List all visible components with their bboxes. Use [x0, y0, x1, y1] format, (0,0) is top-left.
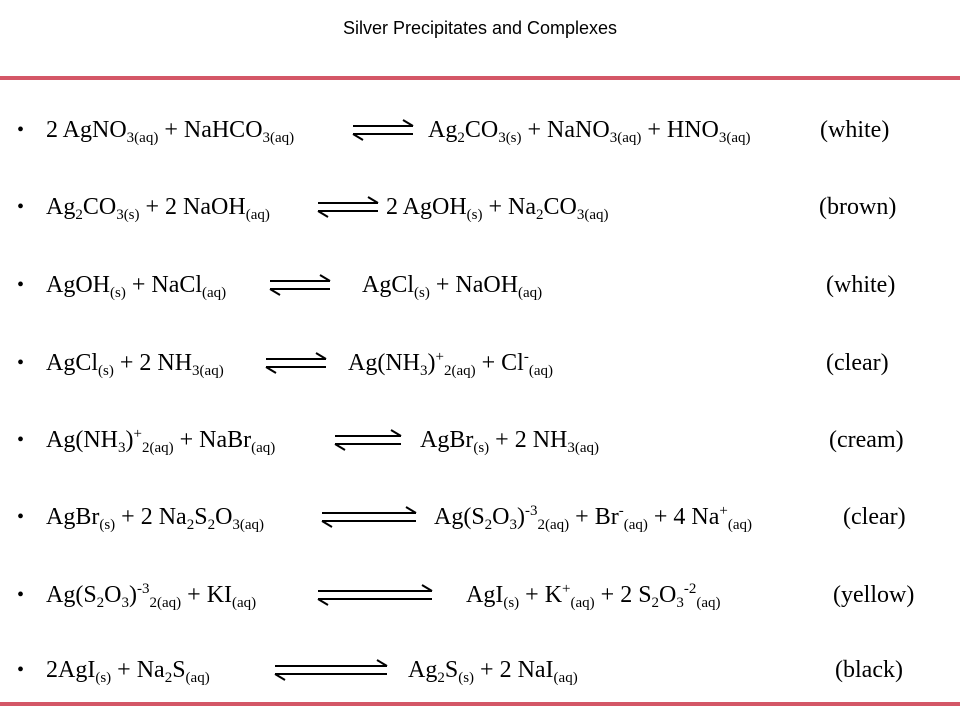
precipitate-color: (yellow)	[833, 582, 915, 608]
formula-text: + NaBr	[173, 427, 252, 453]
subscript: 3	[676, 595, 684, 611]
subscript: 2	[96, 595, 105, 611]
bullet: •	[17, 274, 25, 296]
products	[348, 343, 553, 383]
reaction-row	[0, 110, 960, 150]
subscript: (aq)	[696, 595, 721, 611]
products	[466, 575, 721, 615]
subscript: 2	[484, 517, 493, 533]
formula-text: + 2 NH	[113, 350, 193, 376]
subscript: (s)	[110, 285, 126, 301]
subscript: 2	[536, 207, 544, 223]
reactants	[46, 265, 226, 305]
formula-text: Ag(NH	[46, 427, 118, 453]
formula-text: )	[125, 427, 134, 453]
subscript: 3	[420, 363, 428, 379]
subscript: 3	[509, 517, 518, 533]
subscript: (aq)	[727, 517, 753, 533]
formula-text: AgOH	[46, 272, 110, 298]
subscript: 2	[75, 207, 83, 223]
formula-text: AgI	[466, 582, 504, 608]
formula-text: + KI	[181, 582, 233, 608]
formula-text: CO	[464, 117, 499, 143]
subscript: (s)	[466, 207, 483, 223]
formula-text: + 2 NaI	[474, 657, 554, 683]
products	[386, 187, 609, 227]
subscript: (aq)	[623, 517, 648, 533]
subscript: 2	[164, 670, 173, 686]
subscript: 3	[121, 595, 130, 611]
bullet: •	[17, 119, 25, 141]
precipitate-color: (clear)	[826, 350, 889, 376]
subscript: (aq)	[570, 595, 595, 611]
formula-text: 2AgI	[46, 657, 96, 683]
formula-text: + 2 NaOH	[139, 194, 246, 220]
subscript: (s)	[503, 595, 520, 611]
subscript: 3(aq)	[192, 363, 224, 379]
page-title: Silver Precipitates and Complexes	[342, 18, 618, 38]
formula-text: AgBr	[46, 504, 100, 530]
formula-text: Ag(S	[434, 504, 485, 530]
equilibrium-arrow-icon	[266, 353, 326, 373]
reaction-row	[0, 650, 960, 690]
products	[434, 497, 752, 537]
precipitate-color: (cream)	[829, 427, 904, 453]
bullet: •	[17, 584, 25, 606]
subscript: (aq)	[553, 670, 578, 686]
superscript: +	[133, 426, 142, 442]
subscript: (aq)	[185, 670, 210, 686]
reaction-row	[0, 265, 960, 305]
formula-text: Ag(NH	[348, 350, 420, 376]
reactants	[46, 110, 294, 150]
reaction-row	[0, 187, 960, 227]
formula-text: + Na	[111, 657, 165, 683]
precipitate-color: (white)	[820, 117, 890, 143]
bullet: •	[17, 352, 25, 374]
subscript: (s)	[99, 517, 116, 533]
precipitate-color: (brown)	[819, 194, 897, 220]
formula-text: + Cl	[475, 350, 524, 376]
bottom-divider	[0, 702, 960, 706]
superscript: -3	[137, 581, 150, 597]
formula-text: )	[129, 582, 138, 608]
reactants	[46, 650, 210, 690]
formula-text: + 4 Na	[647, 504, 720, 530]
subscript: (aq)	[528, 363, 553, 379]
subscript: (s)	[458, 670, 475, 686]
subscript: 3(aq)	[718, 130, 751, 146]
formula-text: + NaCl	[125, 272, 203, 298]
formula-text: + 2 Na	[115, 504, 187, 530]
superscript: -	[523, 349, 529, 365]
reactants	[46, 343, 224, 383]
subscript: 3(s)	[116, 207, 140, 223]
formula-text: S	[172, 657, 186, 683]
products	[428, 110, 751, 150]
formula-text: Ag	[46, 194, 76, 220]
formula-text: 2 AgOH	[386, 194, 467, 220]
subscript: 3(s)	[498, 130, 522, 146]
subscript: (aq)	[251, 440, 276, 456]
top-divider	[0, 76, 960, 80]
subscript: (s)	[414, 285, 430, 301]
formula-text: Ag(S	[46, 582, 97, 608]
formula-text: )	[427, 350, 436, 376]
formula-text: Ag	[408, 657, 438, 683]
formula-text: AgCl	[46, 350, 99, 376]
subscript: 3(aq)	[262, 130, 295, 146]
bullet: •	[17, 659, 25, 681]
subscript: 2(aq)	[443, 363, 476, 379]
subscript: 2(aq)	[537, 517, 570, 533]
reaction-row	[0, 420, 960, 460]
bullet: •	[17, 506, 25, 528]
subscript: (s)	[95, 670, 112, 686]
subscript: 2	[186, 517, 195, 533]
precipitate-color: (clear)	[843, 504, 906, 530]
equilibrium-arrow-icon	[322, 507, 416, 527]
subscript: 3	[118, 440, 126, 456]
reactants	[46, 575, 256, 615]
reaction-row	[0, 575, 960, 615]
subscript: 3(aq)	[567, 440, 600, 456]
equilibrium-arrow-icon	[275, 660, 387, 680]
formula-text: + K	[519, 582, 563, 608]
formula-text: + 2 NH	[489, 427, 568, 453]
subscript: 2	[437, 670, 445, 686]
subscript: (aq)	[202, 285, 227, 301]
subscript: 3(aq)	[609, 130, 642, 146]
subscript: (aq)	[518, 285, 543, 301]
superscript: +	[719, 503, 728, 519]
formula-text: + HNO	[641, 117, 719, 143]
subscript: 2	[651, 595, 660, 611]
formula-text: O	[492, 504, 510, 530]
superscript: +	[435, 349, 444, 365]
formula-text: S	[194, 504, 208, 530]
subscript: (aq)	[232, 595, 257, 611]
subscript: 2(aq)	[141, 440, 174, 456]
subscript: 3(aq)	[232, 517, 265, 533]
products	[408, 650, 578, 690]
bullet: •	[17, 196, 25, 218]
equilibrium-arrow-icon	[318, 197, 378, 217]
formula-text: )	[517, 504, 526, 530]
formula-text: + NaNO	[521, 117, 610, 143]
reactants	[46, 420, 275, 460]
equilibrium-arrow-icon	[335, 430, 401, 450]
subscript: 2	[207, 517, 216, 533]
subscript: (s)	[473, 440, 490, 456]
precipitate-color: (black)	[835, 657, 903, 683]
reaction-row	[0, 343, 960, 383]
superscript: +	[562, 581, 571, 597]
equilibrium-arrow-icon	[353, 120, 413, 140]
reactants	[46, 497, 264, 537]
subscript: (s)	[98, 363, 114, 379]
formula-text: Ag	[428, 117, 458, 143]
reaction-row	[0, 497, 960, 537]
reactants	[46, 187, 270, 227]
subscript: 3(aq)	[576, 207, 609, 223]
bullet: •	[17, 429, 25, 451]
formula-text: AgCl	[362, 272, 415, 298]
formula-text: + Br	[569, 504, 619, 530]
formula-text: + NaHCO	[158, 117, 263, 143]
products	[362, 265, 542, 305]
formula-text: 2 AgNO	[46, 117, 127, 143]
equilibrium-arrow-icon	[318, 585, 432, 605]
superscript: -2	[683, 581, 697, 597]
subscript: 2	[457, 130, 465, 146]
superscript: -3	[525, 503, 538, 519]
formula-text: O	[104, 582, 122, 608]
subscript: (aq)	[245, 207, 270, 223]
subscript: 3(aq)	[126, 130, 159, 146]
formula-text: O	[659, 582, 677, 608]
equilibrium-arrow-icon	[270, 275, 330, 295]
subscript: 2(aq)	[149, 595, 182, 611]
formula-text: CO	[543, 194, 577, 220]
formula-text: CO	[82, 194, 117, 220]
formula-text: AgBr	[420, 427, 474, 453]
products	[420, 420, 599, 460]
formula-text: + 2 S	[594, 582, 652, 608]
formula-text: + Na	[482, 194, 537, 220]
superscript: -	[618, 503, 624, 519]
formula-text: + NaOH	[429, 272, 519, 298]
formula-text: S	[444, 657, 459, 683]
precipitate-color: (white)	[826, 272, 896, 298]
formula-text: O	[215, 504, 233, 530]
